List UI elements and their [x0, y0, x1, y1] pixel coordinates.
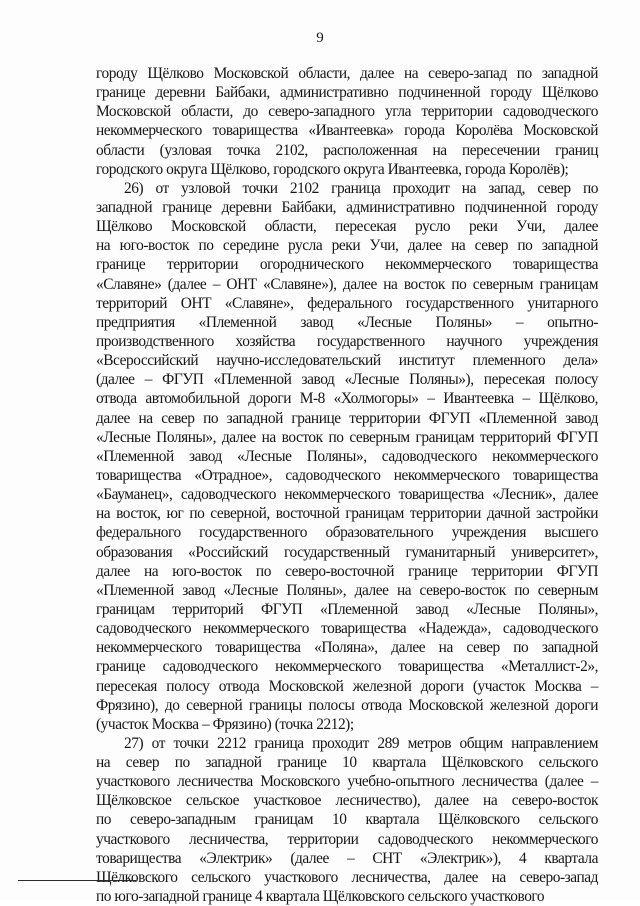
- text-line: Щёлковское сельское участковое лесничество), далее на северо-восток: [96, 792, 598, 810]
- text-line: на восток, юг по северной, восточной границам территории дачной застройки: [96, 505, 598, 523]
- text-line: «Племенной завод «Лесные Поляны», далее на северо-восток по северным: [96, 581, 598, 599]
- text-line: «Лесные Поляны», далее на восток по северным границам территорий ФГУП: [96, 428, 598, 446]
- text-line: пересекая полосу отвода Московской железной дороги (участок Москва –: [96, 677, 598, 695]
- text-line: границе территории огороднического некоммерческого товарищества: [96, 256, 598, 274]
- text-line: (участок Москва – Фрязино) (точка 2212);: [96, 715, 354, 733]
- text-line: территорий ОНТ «Славяне», федерального государственного унитарного: [96, 294, 598, 312]
- text-line: «Бауманец», садоводческого некоммерческого товарищества «Лесник», далее: [96, 486, 598, 504]
- text-line: Московской области, до северо-западного угла территории садоводческого: [96, 103, 598, 121]
- text-line: товарищества «Отрадное», садоводческого некоммерческого товарищества: [96, 466, 598, 484]
- text-line: предприятия «Племенной завод «Лесные Поляны» – опытно-: [96, 313, 598, 331]
- text-line: «Племенной завод «Лесные Поляны», садоводческого некоммерческого: [96, 447, 598, 465]
- text-line: «Всероссийский научно-исследовательский институт племенного дела»: [96, 352, 598, 370]
- text-line: некоммерческого товарищества «Ивантеевка» города Королёва Московской: [96, 122, 598, 140]
- text-line: садоводческого некоммерческого товарищества «Надежда», садоводческого: [96, 620, 598, 638]
- text-line: Щёлково Московской области, пересекая русло реки Учи, далее: [96, 218, 598, 236]
- text-line: участкового лесничества Московского учебно-опытного лесничества (далее –: [96, 773, 598, 791]
- text-line: границе садоводческого некоммерческого товарищества «Металлист-2»,: [96, 658, 598, 676]
- text-line: образования «Российский государственный гуманитарный университет»,: [96, 543, 598, 561]
- text-line: производственного хозяйства государственного научного учреждения: [96, 332, 598, 350]
- text-line: товарищества «Электрик» (далее – СНТ «Электрик»), 4 квартала: [96, 849, 598, 867]
- text-line: некоммерческого товарищества «Поляна», далее на север по западной: [96, 639, 598, 657]
- text-line: 26) от узловой точки 2102 граница проходит на запад, север по: [124, 179, 598, 197]
- text-line: отвода автомобильной дороги М-8 «Холмогоры» – Ивантеевка – Щёлково,: [96, 390, 598, 408]
- text-line: Щёлковского сельского участкового лесничества, далее на северо-запад: [96, 868, 598, 886]
- text-line: границе деревни Байбаки, административно подчиненной городу Щёлково: [96, 84, 598, 102]
- text-line: городского округа Щёлково, городского округа Ивантеевка, города Королёв);: [96, 160, 569, 178]
- text-line: Фрязино), до северной границы полосы отвода Московской железной дороги: [96, 696, 598, 714]
- text-line: границам территорий ФГУП «Племенной завод «Лесные Поляны»,: [96, 600, 598, 618]
- text-line: «Славяне» (далее – ОНТ «Славяне»), далее на восток по северным границам: [96, 275, 598, 293]
- paragraph: [96, 64, 598, 179]
- text-line: 27) от точки 2212 граница проходит 289 метров общим направлением: [124, 734, 598, 752]
- text-line: западной границе деревни Байбаки, административно подчиненной городу: [96, 198, 598, 216]
- page-number: 9: [316, 30, 324, 46]
- text-line: по северо-западным границам 10 квартала Щёлковского сельского: [96, 811, 598, 829]
- text-line: (далее – ФГУП «Племенной завод «Лесные Поляны»), пересекая полосу: [96, 371, 598, 389]
- text-line: участкового лесничества, территории садоводческого некоммерческого: [96, 830, 598, 848]
- text-line: на север по западной границе 10 квартала Щёлковского сельского: [96, 754, 598, 772]
- paragraph: [96, 179, 598, 734]
- text-line: далее на юго-восток по северо-восточной границе территории ФГУП: [96, 562, 598, 580]
- document-body: [96, 64, 598, 906]
- footnote-separator-line: [18, 880, 136, 881]
- paragraph: [96, 734, 598, 906]
- text-line: городу Щёлково Московской области, далее на северо-запад по западной: [96, 65, 598, 82]
- text-line: по юго-западной границе 4 квартала Щёлковского сельского участкового: [96, 888, 545, 906]
- text-line: федерального государственного образовательного учреждения высшего: [96, 524, 598, 542]
- text-line: области (узловая точка 2102, расположенная на пересечении границ: [96, 141, 598, 159]
- text-line: далее на север по западной границе территории ФГУП «Племенной завод: [96, 409, 598, 427]
- text-line: на юго-восток по середине русла реки Учи, далее на север по западной: [96, 237, 598, 255]
